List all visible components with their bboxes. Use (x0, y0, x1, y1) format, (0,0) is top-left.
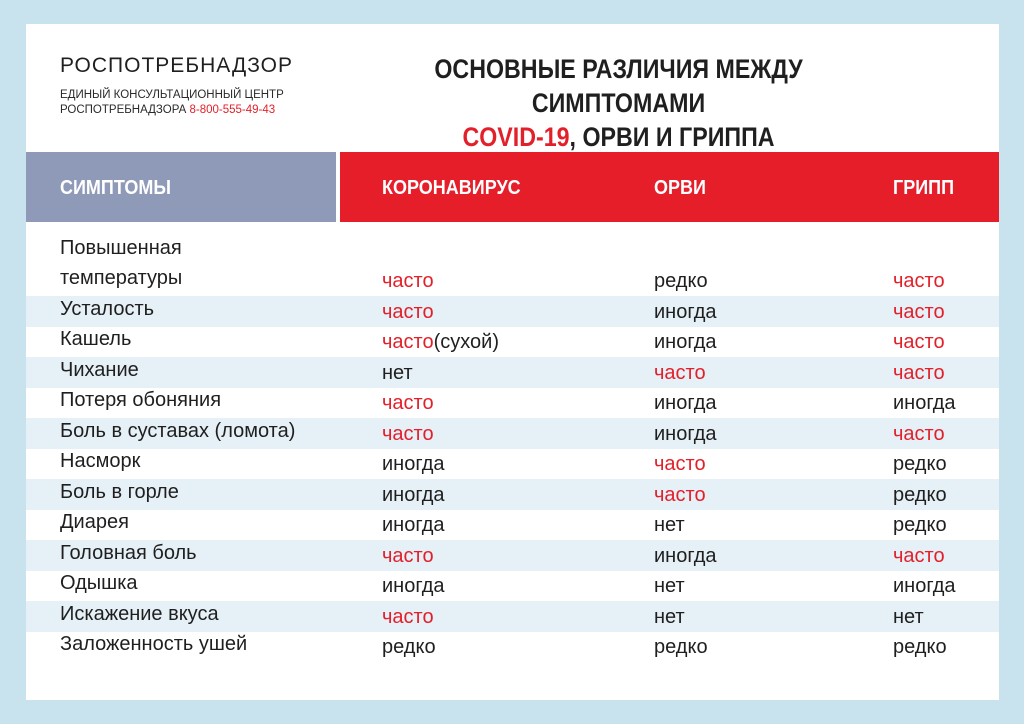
orvi-cell: часто (654, 361, 706, 384)
table-row (26, 571, 999, 602)
org-subtitle-name: РОСПОТРЕБНАДЗОРА (60, 104, 187, 116)
org-name: РОСПОТРЕБНАДЗОР (60, 54, 293, 77)
covid-cell (382, 331, 499, 354)
orvi-cell: иногда (654, 544, 717, 567)
flu-cell: иногда (893, 575, 956, 597)
covid-value: иногда (382, 514, 445, 536)
orvi-cell: редко (654, 270, 708, 292)
table-row (26, 296, 999, 327)
symptom-cell: Боль в суставах (ломота) (60, 419, 296, 442)
org-subtitle-line2 (60, 103, 284, 118)
covid-value: редко (382, 636, 436, 658)
table-row (26, 601, 999, 632)
org-subtitle-line1: ЕДИНЫЙ КОНСУЛЬТАЦИОННЫЙ ЦЕНТР (60, 89, 284, 101)
orvi-cell: иногда (654, 392, 717, 414)
table-row (26, 540, 999, 571)
table-row (26, 479, 999, 510)
orvi-cell: нет (654, 514, 685, 536)
orvi-cell: иногда (654, 422, 717, 445)
header-symptoms: СИМПТОМЫ (60, 177, 172, 199)
orvi-cell: часто (654, 453, 706, 475)
title-covid: COVID-19 (462, 122, 570, 152)
flu-cell: редко (893, 483, 947, 506)
symptom-cell: Головная боль (60, 541, 197, 564)
covid-note: (сухой) (433, 331, 499, 353)
covid-cell (382, 545, 434, 568)
symptom-cell: Усталость (60, 297, 155, 320)
symptoms-table (26, 234, 999, 662)
orvi-cell: иногда (654, 331, 717, 353)
flu-cell: редко (893, 514, 947, 536)
flu-cell: часто (893, 331, 945, 353)
covid-value: часто (382, 270, 434, 292)
table-row (26, 234, 999, 296)
table-row (26, 449, 999, 480)
covid-cell (382, 514, 445, 537)
covid-value: часто (382, 392, 434, 414)
flu-cell: часто (893, 300, 945, 323)
title-rest: , ОРВИ И ГРИППА (569, 122, 775, 152)
covid-cell (382, 484, 445, 507)
title-line2 (367, 120, 870, 154)
covid-value: нет (382, 361, 413, 384)
covid-cell (382, 392, 434, 415)
header-orvi: ОРВИ (654, 177, 706, 199)
covid-cell (382, 636, 436, 659)
covid-value: иногда (382, 575, 445, 597)
orvi-cell: часто (654, 483, 706, 506)
header-flu: ГРИПП (893, 177, 955, 199)
symptom-cell: Потеря обоняния (60, 389, 222, 411)
title-line1: ОСНОВНЫЕ РАЗЛИЧИЯ МЕЖДУ СИМПТОМАМИ (434, 54, 803, 118)
table-row (26, 510, 999, 541)
flu-cell: часто (893, 361, 945, 384)
table-row (26, 418, 999, 449)
symptom-cell: Кашель (60, 328, 132, 350)
covid-value: часто (382, 331, 434, 353)
covid-value: часто (382, 300, 434, 323)
covid-value: иногда (382, 453, 445, 475)
orvi-cell: иногда (654, 300, 717, 323)
orvi-cell: нет (654, 605, 685, 628)
symptom-cell: Одышка (60, 572, 138, 594)
flu-cell: иногда (893, 392, 956, 414)
covid-value: часто (382, 422, 434, 445)
symptom-cell: Заложенность ушей (60, 633, 248, 655)
symptom-cell: Повышенная температуры (60, 237, 183, 289)
flu-cell: редко (893, 453, 947, 475)
covid-cell (382, 362, 413, 385)
table-row (26, 357, 999, 388)
covid-value: часто (382, 544, 434, 567)
page-title (367, 52, 870, 154)
orvi-cell: редко (654, 636, 708, 658)
covid-cell (382, 270, 434, 293)
covid-cell (382, 606, 434, 629)
flu-cell: часто (893, 422, 945, 445)
table-row (26, 388, 999, 419)
covid-value: иногда (382, 483, 445, 506)
symptom-cell: Диарея (60, 511, 129, 533)
covid-value: часто (382, 605, 434, 628)
orvi-cell: нет (654, 575, 685, 597)
info-card (26, 24, 999, 700)
covid-cell (382, 453, 445, 476)
org-subtitle (60, 88, 284, 118)
flu-cell: нет (893, 605, 924, 628)
flu-cell: часто (893, 270, 945, 292)
symptom-cell: Искажение вкуса (60, 602, 219, 625)
symptom-cell: Чихание (60, 358, 139, 381)
symptom-cell: Насморк (60, 450, 141, 472)
flu-cell: редко (893, 636, 947, 658)
flu-cell: часто (893, 544, 945, 567)
table-row (26, 327, 999, 358)
org-phone: 8-800-555-49-43 (189, 104, 276, 116)
covid-cell (382, 301, 434, 324)
covid-cell (382, 575, 445, 598)
table-row (26, 632, 999, 663)
covid-cell (382, 423, 434, 446)
symptom-cell: Боль в горле (60, 480, 179, 503)
header-covid: КОРОНАВИРУС (382, 177, 521, 199)
